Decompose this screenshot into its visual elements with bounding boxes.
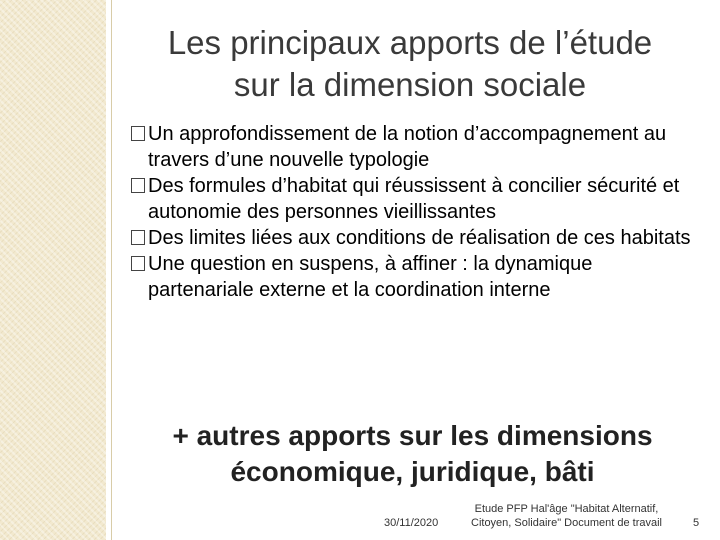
square-bullet-icon <box>131 178 145 193</box>
square-bullet-icon <box>131 256 145 271</box>
bullet-text: Des limites liées aux conditions de réalisation de ces habitats <box>148 227 691 249</box>
footer-source <box>451 502 682 530</box>
summary-statement <box>115 418 710 490</box>
title-line-1: Les principaux apports de l’étude <box>167 24 653 61</box>
square-bullet-icon <box>131 230 145 245</box>
square-bullet-icon <box>131 126 145 141</box>
bullet-item <box>131 121 696 173</box>
decorative-side-band <box>0 0 106 540</box>
bullet-item <box>131 173 696 225</box>
bullet-list <box>131 121 696 303</box>
summary-line-2: économique, juridique, bâti <box>230 456 595 487</box>
bullet-text: Un approfondissement de la notion d’accompagnement au travers d’une nouvelle typologie <box>148 123 667 171</box>
bullet-text: Des formules d’habitat qui réussissent à concilier sécurité et autonomie des personnes vieillissantes <box>148 175 680 223</box>
summary-line-1: + autres apports sur les dimensions <box>172 420 653 451</box>
bullet-text: Une question en suspens, à affiner : la dynamique partenariale externe et la coordination interne <box>148 253 593 301</box>
footer-source-line-2: Citoyen, Solidaire" Document de travail <box>471 517 662 529</box>
page-number: 5 <box>693 517 700 529</box>
slide-title <box>115 22 705 106</box>
title-line-2: sur la dimension sociale <box>233 66 587 103</box>
footer-date: 30/11/2020 <box>384 517 439 529</box>
side-divider <box>106 0 111 540</box>
footer-source-line-1: Etude PFP Hal'âge "Habitat Alternatif, <box>474 503 659 515</box>
bullet-item <box>131 225 696 251</box>
bullet-item <box>131 251 696 303</box>
